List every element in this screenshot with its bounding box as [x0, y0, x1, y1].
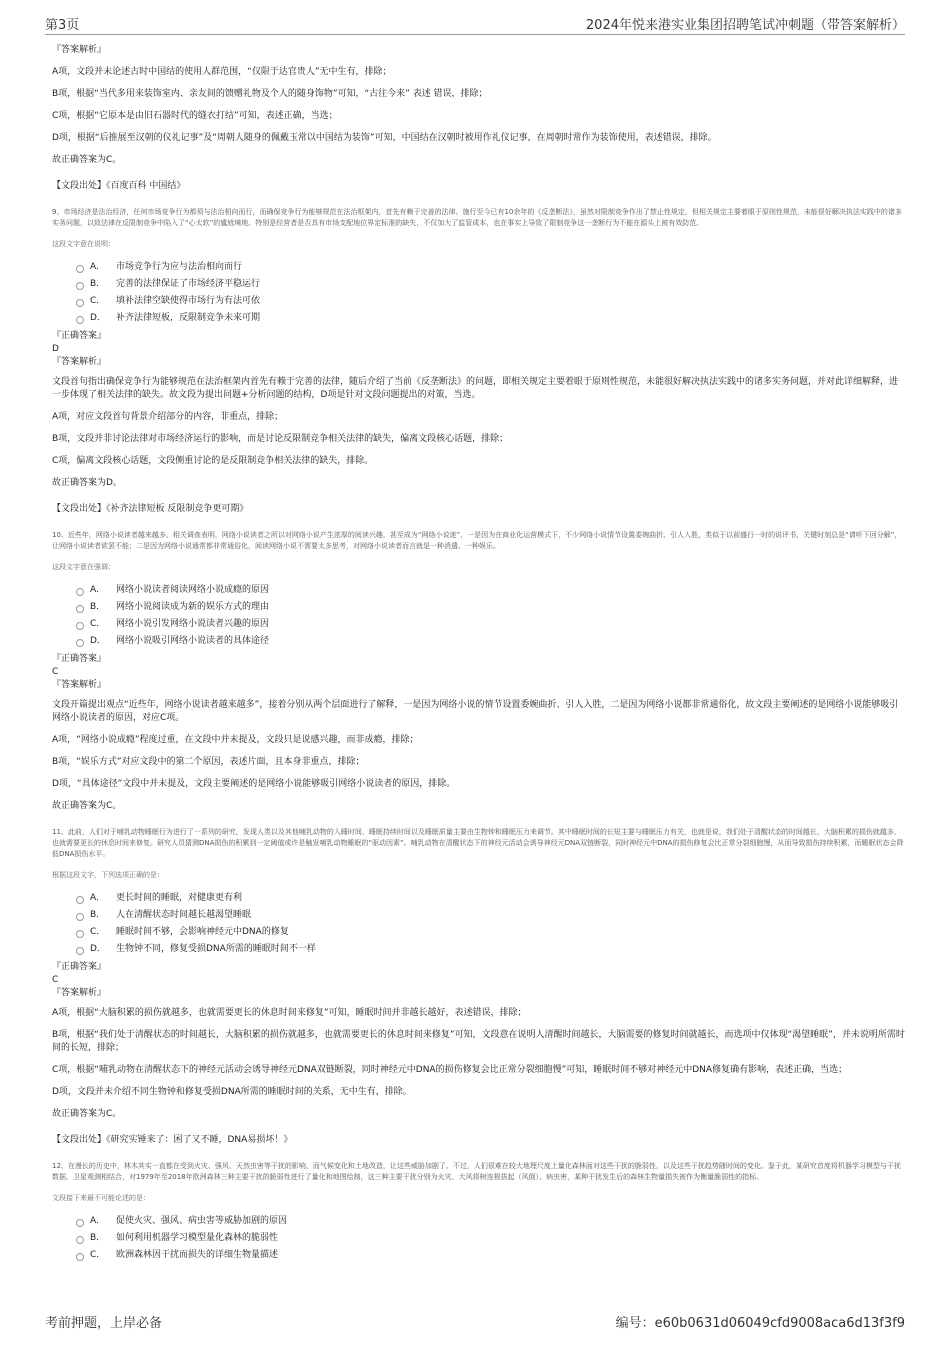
- conclusion-line: 故正确答案为C。: [52, 1109, 122, 1119]
- conclusion-line: 故正确答案为D。: [52, 478, 122, 488]
- question-prompt: 根据这段文字，下列选项正确的是：: [52, 871, 164, 879]
- analysis-line: C项，偏离文段核心话题，文段侧重讨论的是反限制竞争相关法律的缺失，排除。: [52, 456, 374, 466]
- page-number: 第3页: [45, 18, 80, 33]
- question-stem: 12、在漫长的历史中，林木其实一直都在受到火灾、强风、天然虫害等干扰的影响，而气候变化和土地改造，让这些威胁加剧了。不过，人们很难在较大地理尺度上量化森林面对这些干扰的脆弱性，以及这些干扰趋势随时间的变化。鉴于此，某研究首度将机器学习模型与干扰数据、卫星观测相结合，对1979年至2018年欧洲森林三种主要干扰的脆弱性进行了量化和地图绘制，这三种主要干扰分别为火灾、大风将树连根拔起（风倒）、病虫害，某种干扰发生后的森林生物量损失被作为衡量脆弱性的指标。: [52, 1162, 901, 1181]
- page-content: [52, 40, 905, 1264]
- source-line: 【文段出处】《百度百科 中国结》: [52, 181, 186, 191]
- option-a[interactable]: A． 更长时间的睡眠，对健康更有利: [76, 890, 905, 907]
- analysis-line: D项，根据“后推展至汉朝的仪礼记事”及“周朝人随身的佩戴玉常以中国结为装饰”可知，中国结在汉朝时被用作礼仪记事，在周朝时常作为装饰使用，表述错误，排除。: [52, 133, 717, 143]
- question-11: [52, 827, 905, 1147]
- answer-label: 『正确答案』: [52, 654, 107, 664]
- analysis-line: 文段开篇提出观点“近些年，网络小说读者越来越多”，接着分别从两个层面进行了解释，一是因为网络小说的情节设置委婉曲折、引人入胜，二是因为网络小说都非常通俗化，故文段主要阐述的是网络小说能够吸引网络小说读者的原因，对应C项。: [52, 700, 899, 723]
- analysis-line: C项，根据“它原本是由旧石器时代的缝衣打结”可知，表述正确，当选；: [52, 111, 338, 121]
- conclusion-line: 故正确答案为C。: [52, 155, 122, 165]
- correct-answer: D: [52, 344, 59, 354]
- option-d[interactable]: D． 补齐法律短板，反限制竞争未来可期: [76, 310, 905, 327]
- footer-slogan: 考前押题，上岸必备: [45, 1316, 163, 1331]
- question-prompt: 文段接下来最不可能论述的是：: [52, 1194, 150, 1202]
- analysis-label: 『答案解析』: [52, 45, 107, 55]
- q8-analysis: [52, 44, 905, 193]
- question-stem: 11、此前，人们对于哺乳动物睡眠行为进行了一系列的研究，发现人类以及其他哺乳动物的入睡时间、睡眠持续时间以及睡眠质量主要由生物钟和睡眠压力来调节。其中睡眠时间的长短主要与睡眠压力有关，也就是说，我们处于清醒状态的时间越长，大脑积累的损伤就越多，也就需要更长的休息时间来修复。研究人员猜测DNA损伤的积累到一定阈值或许是触发哺乳动物睡眠的“驱动因素”。哺乳动物在清醒状态下的神经元活动会诱导神经元DNA双链断裂，同时神经元中DNA的损伤修复会比正常分裂细胞慢，从而导致损伤持续积累，而睡眠状态会降低DNA损伤水平。: [52, 828, 904, 858]
- question-stem: 10、近些年，网络小说读者越来越多。相关调查表明，网络小说读者之所以对网络小说产生浓厚的阅读兴趣，甚至成为“网络小说迷”，一是因为在商业化运营模式下，不少网络小说情节设置委婉曲折、引人入胜，类似于以前盛行一时的说评书，关键时刻总是“请听下回分解”，让网络小说读者欲罢不能；二是因为网络小说通常都非常通俗化，阅读网络小说不需要太多思考，对网络小说读者而言就是一种消遣、一种娱乐。: [52, 531, 902, 550]
- option-list: [76, 890, 905, 958]
- source-line: 【文段出处】《补齐法律短板 反限制竞争更可期》: [52, 504, 249, 514]
- conclusion-line: 故正确答案为C。: [52, 801, 122, 811]
- source-line: 【文段出处】《研究实锤来了：困了又不睡，DNA易损坏！》: [52, 1135, 293, 1145]
- correct-answer: C: [52, 975, 59, 985]
- answer-label: 『正确答案』: [52, 331, 107, 341]
- analysis-line: B项，根据“我们处于清醒状态的时间越长，大脑积累的损伤就越多，也就需要更长的休息时间来修复”可知，文段意在说明人清醒时间越长，大脑需要的修复时间就越长，而选项中仅体现“渴望睡眠”，并未说明所需时间的长短，排除；: [52, 1030, 905, 1053]
- analysis-label: 『答案解析』: [52, 680, 107, 690]
- analysis-line: B项，“娱乐方式”对应文段中的第二个原因，表述片面，且本身非重点，排除；: [52, 757, 365, 767]
- option-c[interactable]: C． 欧洲森林因干扰而损失的详细生物量描述: [76, 1247, 905, 1264]
- answer-label: 『正确答案』: [52, 962, 107, 972]
- correct-answer: C: [52, 667, 59, 677]
- radio-icon[interactable]: [76, 588, 84, 596]
- option-b[interactable]: B． 完善的法律保证了市场经济平稳运行: [76, 276, 905, 293]
- radio-icon[interactable]: [76, 265, 84, 273]
- option-b[interactable]: B． 网络小说阅读成为新的娱乐方式的理由: [76, 599, 905, 616]
- option-c[interactable]: C． 网络小说引发网络小说读者兴趣的原因: [76, 616, 905, 633]
- analysis-line: A项，“网络小说成瘾”程度过重，在文段中并未提及，文段只是说感兴趣，而非成瘾，排除；: [52, 735, 419, 745]
- option-list: [76, 259, 905, 327]
- analysis-label: 『答案解析』: [52, 357, 107, 367]
- radio-icon[interactable]: [76, 1236, 84, 1244]
- page-header: [45, 14, 905, 35]
- question-10: [52, 530, 905, 813]
- analysis-label: 『答案解析』: [52, 988, 107, 998]
- radio-icon[interactable]: [76, 913, 84, 921]
- option-d[interactable]: D． 生物钟不同，修复受损DNA所需的睡眠时间不一样: [76, 941, 905, 958]
- analysis-line: B项，文段并非讨论法律对市场经济运行的影响，而是讨论反限制竞争相关法律的缺失，偏离文段核心话题，排除；: [52, 434, 509, 444]
- document-title: 2024年悦来港实业集团招聘笔试冲刺题（带答案解析）: [585, 18, 905, 33]
- option-c[interactable]: C． 睡眠时间不够，会影响神经元中DNA的修复: [76, 924, 905, 941]
- analysis-line: D项，“具体途径”文段中并未提及，文段主要阐述的是网络小说能够吸引网络小说读者的原因，排除。: [52, 779, 456, 789]
- option-d[interactable]: D． 网络小说吸引网络小说读者的具体途径: [76, 633, 905, 650]
- question-stem: 9、市场经济是法治经济，任何市场竞争行为都须与法治相向而行，而确保竞争行为能够规范在法治框架内，首先有赖于完善的法律。施行至今已有10余年的《反垄断法》，虽然对限制竞争作出了禁止性规定，但相关规定主要着眼于原则性规范，未能很好解决执法实践中的诸多实务问题，以致法律在反限制竞争中陷入了“心太软”的尴尬境地。特别是经营者是否具有市场支配地位界定标准的缺失，不仅加大了监管成本，也在事实上导致了限制竞争这一垄断行为不能在源头上被有效防范。: [52, 208, 902, 227]
- radio-icon[interactable]: [76, 896, 84, 904]
- radio-icon[interactable]: [76, 1253, 84, 1261]
- radio-icon[interactable]: [76, 639, 84, 647]
- radio-icon[interactable]: [76, 1219, 84, 1227]
- radio-icon[interactable]: [76, 947, 84, 955]
- option-a[interactable]: A． 促使火灾、强风、病虫害等威胁加剧的原因: [76, 1213, 905, 1230]
- analysis-line: A项，文段并未论述古时中国结的使用人群范围，“仅限于达官贵人”无中生有，排除；: [52, 67, 392, 77]
- question-prompt: 这段文字意在强调：: [52, 563, 115, 571]
- radio-icon[interactable]: [76, 930, 84, 938]
- question-prompt: 这段文字意在说明：: [52, 240, 115, 248]
- document-id: 编号：e60b0631d06049cfd9008aca6d13f3f9: [615, 1316, 905, 1331]
- option-b[interactable]: B． 如何利用机器学习模型量化森林的脆弱性: [76, 1230, 905, 1247]
- radio-icon[interactable]: [76, 622, 84, 630]
- analysis-line: A项，根据“大脑积累的损伤就越多，也就需要更长的休息时间来修复”可知，睡眠时间并非越长越好，表述错误，排除；: [52, 1008, 527, 1018]
- option-list: [76, 582, 905, 650]
- option-a[interactable]: A． 网络小说读者阅读网络小说成瘾的原因: [76, 582, 905, 599]
- radio-icon[interactable]: [76, 316, 84, 324]
- analysis-line: D项，文段并未介绍不同生物钟和修复受损DNA所需的睡眠时间的关系，无中生有，排除。: [52, 1087, 412, 1097]
- analysis-line: A项，对应文段首句背景介绍部分的内容，非重点，排除；: [52, 412, 284, 422]
- analysis-line: C项，根据“哺乳动物在清醒状态下的神经元活动会诱导神经元DNA双链断裂，同时神经元中DNA的损伤修复会比正常分裂细胞慢”可知，睡眠时间不够对神经元中DNA修复确有影响，表述正确，当选；: [52, 1065, 848, 1075]
- radio-icon[interactable]: [76, 605, 84, 613]
- radio-icon[interactable]: [76, 299, 84, 307]
- question-12: [52, 1161, 905, 1264]
- analysis-line: B项，根据“当代多用来装饰室内、亲友间的馈赠礼物及个人的随身饰物”可知，“古往今来” 表述 错误，排除；: [52, 89, 488, 99]
- option-list: [76, 1213, 905, 1264]
- option-b[interactable]: B． 人在清醒状态时间越长越渴望睡眠: [76, 907, 905, 924]
- question-9: [52, 207, 905, 516]
- analysis-line: 文段首句指出确保竞争行为能够规范在法治框架内首先有赖于完善的法律，随后介绍了当前《反垄断法》的问题，即相关规定主要着眼于原则性规范，未能很好解决执法实践中的诸多实务问题，并对此详细解释，进一步体现了相关法律的缺失。故文段为提出问题+分析问题的结构，D项是针对文段问题提出的对策，当选。: [52, 377, 899, 400]
- option-c[interactable]: C． 填补法律空缺使得市场行为有法可依: [76, 293, 905, 310]
- option-a[interactable]: A． 市场竞争行为应与法治相向而行: [76, 259, 905, 276]
- radio-icon[interactable]: [76, 282, 84, 290]
